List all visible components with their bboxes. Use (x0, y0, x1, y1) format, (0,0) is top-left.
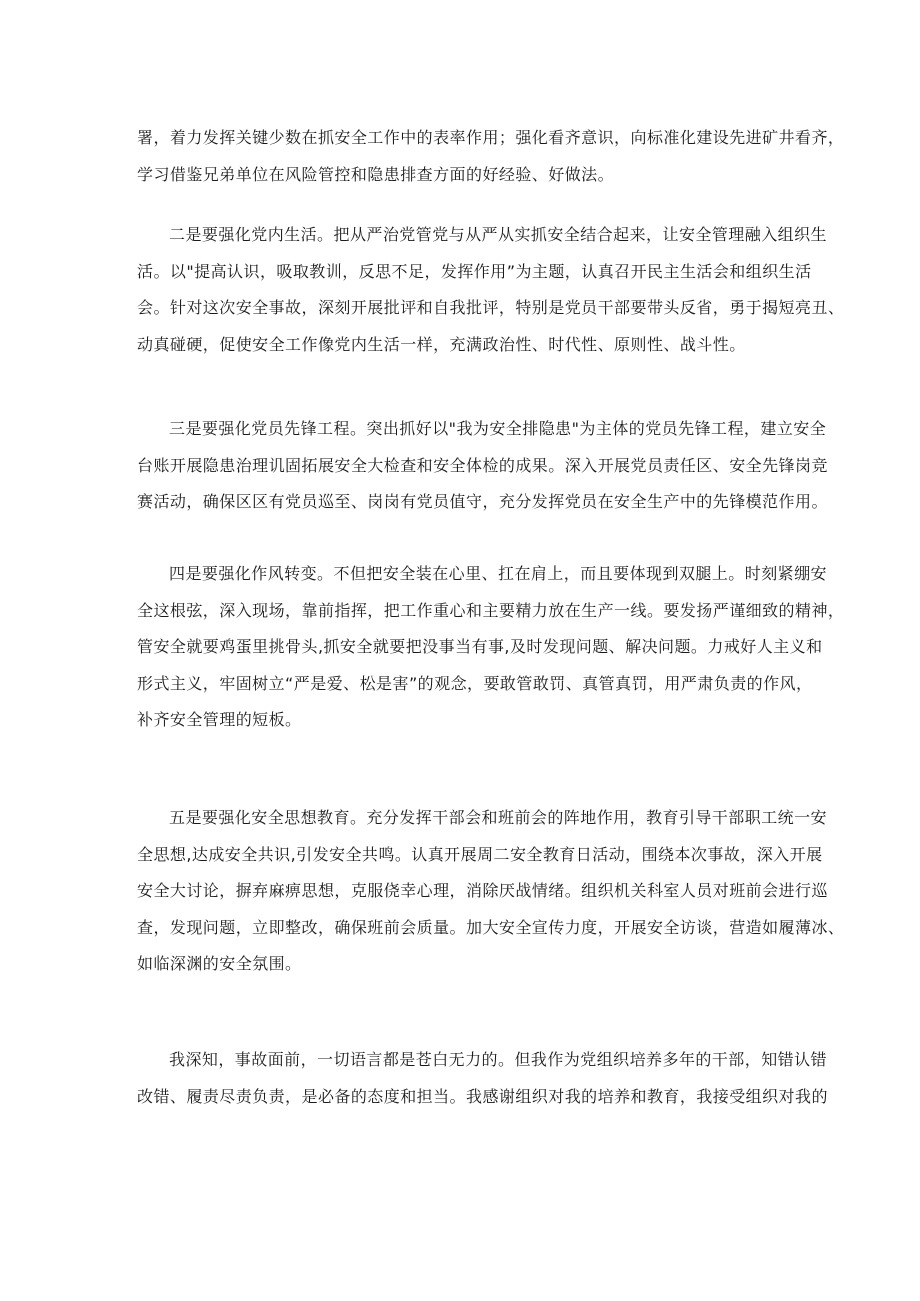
text-line: 全这根弦，深入现场，靠前指挥，把工作重心和主要精力放在生产一线。要发扬严谨细致的精神， (137, 600, 845, 620)
text-line: 活。以"提高认识，吸取教训，反思不足，发挥作用”为主题，认真召开民主生活会和组织生活 (137, 261, 812, 281)
text-line: 安全大讨论，摒弃麻痹思想，克服侥幸心理，消除厌战情绪。组织机关科室人员对班前会进行巡 (137, 881, 828, 900)
paragraph-point-3 (137, 411, 828, 521)
text-line: 会。针对这次安全事故，深刻开展批评和自我批评，特别是党员干部要带头反省，勇于揭短亮丑、 (137, 298, 845, 317)
paragraph-continuation (137, 120, 845, 193)
text-line: 全思想,达成安全共识,引发安全共鸣。认真开展周二安全教育日活动，围绕本次事故，深入开展 (137, 844, 823, 864)
text-line: 三是要强化党员先锋工程。突出抓好以"我为安全排隐患"为主体的党员先锋工程，建立安全 (169, 419, 827, 438)
text-line: 我深知，事故面前，一切语言都是苍白无力的。但我作为党组织培养多年的干部，知错认错 (169, 1050, 828, 1069)
text-line: 赛活动，确保区区有党员巡至、岗岗有党员值守，充分发挥党员在安全生产中的先锋模范作用。 (137, 492, 828, 511)
paragraph-point-4 (137, 556, 845, 739)
text-line: 学习借鉴兄弟单位在风险管控和隐患排查方面的好经验、好做法。 (137, 164, 615, 184)
paragraph-closing (137, 1042, 828, 1115)
paragraph-point-2 (137, 217, 845, 363)
text-line: 四是要强化作风转变。不但把安全装在心里、扛在肩上，而且要体现到双腿上。时刻紧绷安 (169, 564, 828, 583)
text-line: 五是要强化安全思想教育。充分发挥干部会和班前会的阵地作用，教育引导干部职工统一安 (169, 808, 828, 827)
text-line: 补齐安全管理的短板。 (137, 710, 302, 729)
text-line: 如临深渊的安全氛围。 (137, 954, 302, 973)
text-line: 形式主义，牢固树立“严是爱、松是害”的观念，要敢管敢罚、真管真罚，用严肃负责的作风， (137, 673, 813, 693)
text-line: 改错、履责尽责负责，是必备的态度和担当。我感谢组织对我的培养和教育，我接受组织对我的 (137, 1086, 828, 1106)
paragraph-point-5 (137, 800, 845, 983)
text-line: 二是要强化党内生活。把从严治党管党与从严从实抓安全结合起来，让安全管理融入组织生 (169, 225, 828, 244)
text-line: 台账开展隐患治理讥固拓展安全大检查和安全体检的成果。深入开展党员责任区、安全先锋岗竞 (137, 455, 828, 475)
text-line: 查，发现问题，立即整改，确保班前会质量。加大安全宣传力度，开展安全访谈，营造如履薄冰、 (137, 917, 845, 937)
text-line: 署，着力发挥关键少数在抓安全工作中的表率作用；强化看齐意识，向标准化建设先进矿井看齐， (137, 128, 845, 147)
text-line: 动真碰硬，促使安全工作像党内生活一样，充满政治性、时代性、原则性、战斗性。 (137, 334, 746, 354)
text-line: 管安全就要鸡蛋里挑骨头,抓安全就要把没事当有事,及时发现问题、解决问题。力戒好人主义和 (137, 637, 823, 656)
